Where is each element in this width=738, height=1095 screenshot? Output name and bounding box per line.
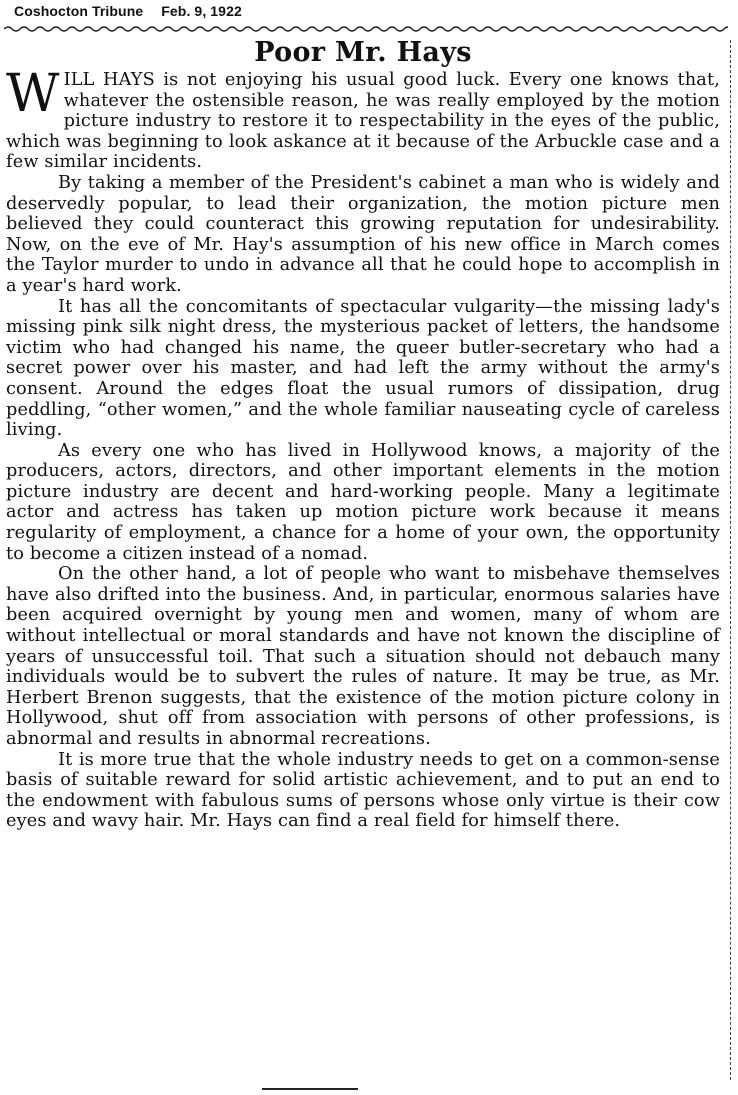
drop-cap: W [6, 64, 60, 124]
publication-name: Coshocton Tribune [14, 3, 144, 19]
end-rule [262, 1088, 358, 1090]
paragraph-text: ILL HAYS is not enjoying his usual good luck. Every one knows that, whatever the ostensible reason, he was really employed by the motion picture industry to restore it to respectability in the eyes of the public, which was beginning to look askance at it because of the Arbuckle case and a few similar incidents. [6, 70, 720, 173]
article-paragraph-1 [6, 64, 720, 173]
headline: Poor Mr. Hays [254, 37, 472, 68]
source-line [14, 3, 242, 19]
article [6, 34, 720, 832]
article-paragraph-5: On the other hand, a lot of people who want to misbehave themselves have also drifted into the business. And, in particular, enormous salaries have been acquired overnight by young men and women, many of whom are without intellectual or moral standards and have not known the discipline of years of unsuccessful toil. That such a situation should not debauch many individuals would be to subvert the rules of nature. It may be true, as Mr. Herbert Brenon suggests, that the existence of the motion picture colony in Hollywood, shut off from association with persons of other professions, is abnormal and results in abnormal recreations. [6, 564, 720, 749]
column-rule [730, 40, 731, 1080]
article-paragraph-4: As every one who has lived in Hollywood knows, a majority of the producers, actors, directors, and other important elements in the motion picture industry are decent and hard-working people. Many a legitimate actor and actress has taken up motion picture work because it means regularity of employment, a chance for a home of your own, the opportunity to become a citizen instead of a nomad. [6, 440, 720, 564]
publication-date: Feb. 9, 1922 [161, 3, 242, 19]
article-paragraph-6: It is more true that the whole industry needs to get on a common-sense basis of suitable reward for solid artistic achievement, and to put an end to the endowment with fabulous sums of persons whose only virtue is their cow eyes and wavy hair. Mr. Hays can find a real field for himself there. [6, 749, 720, 832]
article-paragraph-2: By taking a member of the President's cabinet a man who is widely and deservedly popular, to lead their organization, the motion picture men believed they could counteract this growing reputation for undesirability. Now, on the eve of Mr. Hay's assumption of his new office in March comes the Taylor murder to undo in advance all that he could hope to accomplish in a year's hard work. [6, 172, 720, 296]
article-paragraph-3: It has all the concomitants of spectacular vulgarity—the missing lady's missing pink silk night dress, the mysterious packet of letters, the handsome victim who had changed his name, the queer butler-secretary who had a secret power over his master, and had left the army without the army's consent. Around the edges float the usual rumors of dissipation, drug peddling, “other women,” and the whole familiar nauseating cycle of careless living. [6, 296, 720, 441]
